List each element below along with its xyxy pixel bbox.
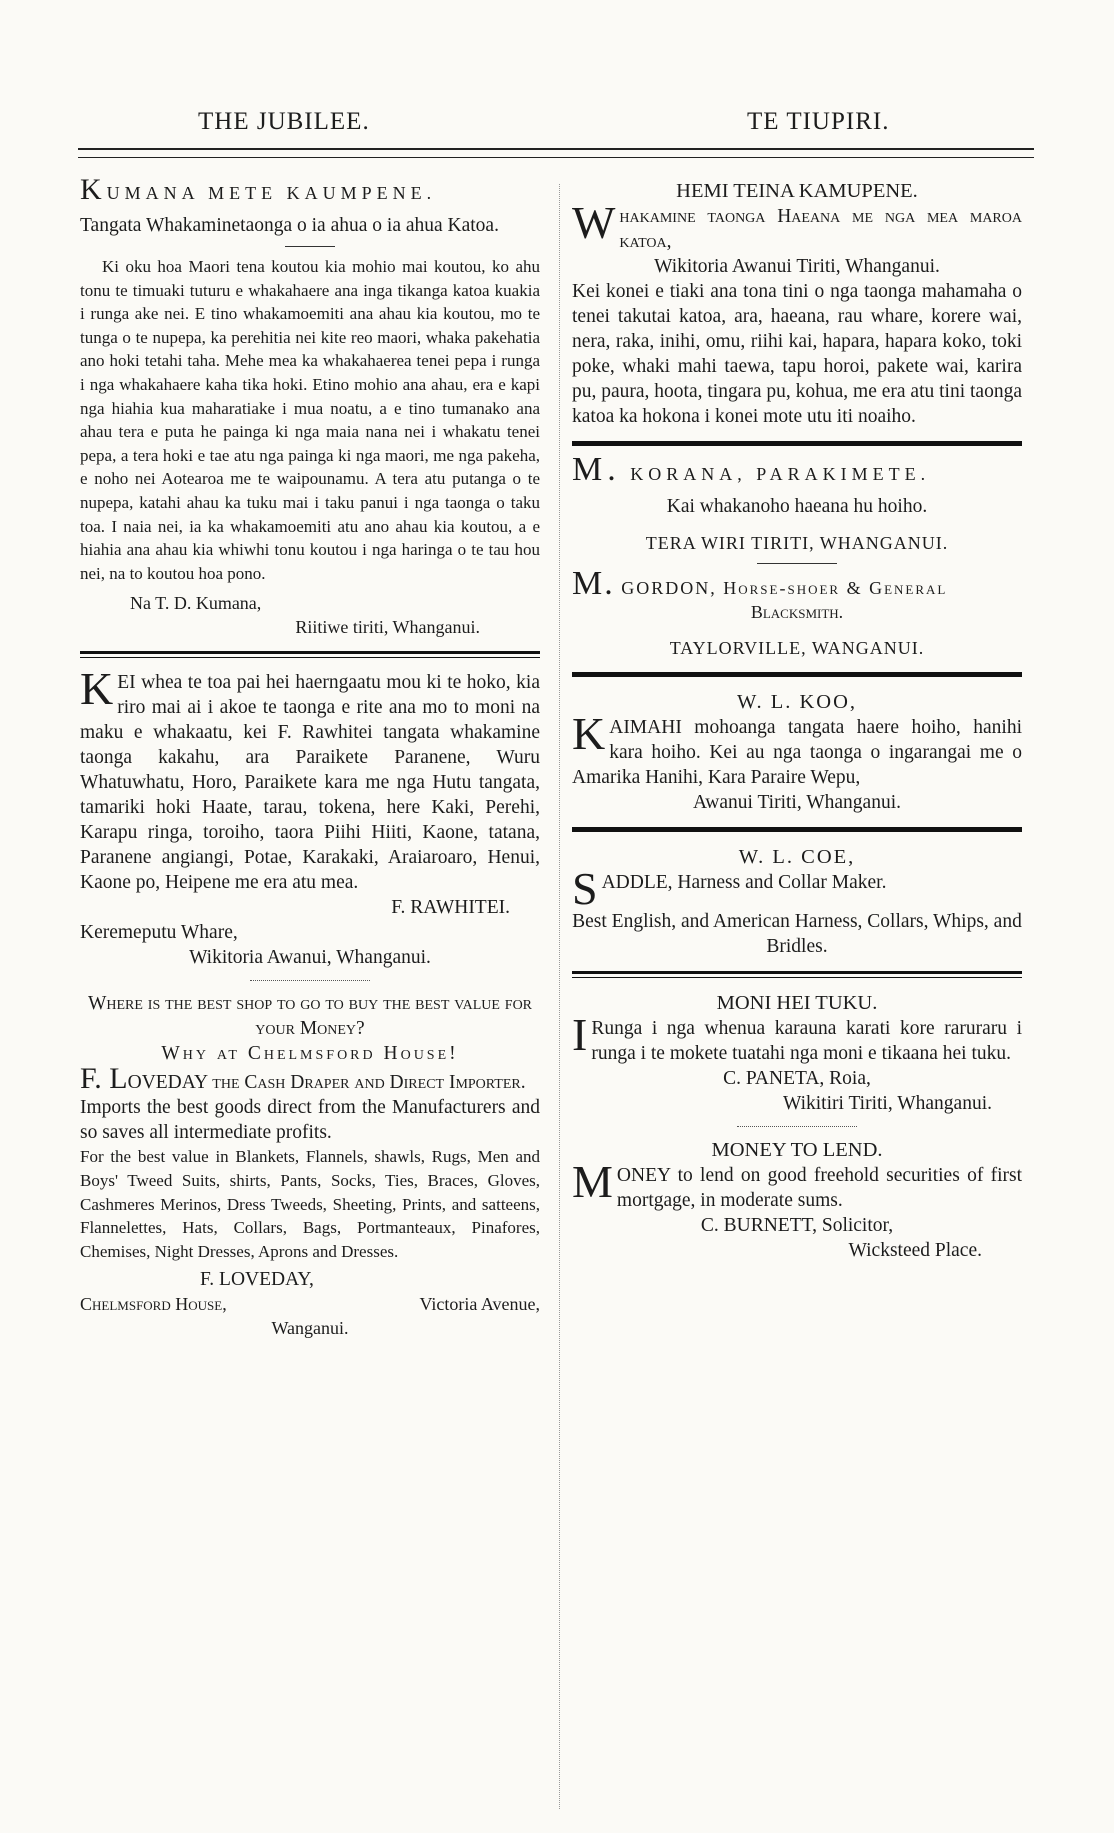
drop-cap: K — [572, 708, 606, 759]
drop-cap: S — [572, 863, 598, 914]
address-street: Victoria Avenue, — [419, 1294, 540, 1315]
right-column — [572, 178, 1022, 1263]
loveday-headline: Where is the best shop to go to buy the best value for your Money? — [87, 993, 533, 1040]
drop-cap: K — [80, 663, 114, 715]
moni-signature: C. PANETA, Roia, — [723, 1068, 871, 1089]
loveday-advert — [80, 991, 540, 1340]
drop-cap: M — [572, 1156, 613, 1207]
loveday-subhead: Why at Chelmsford House! — [161, 1043, 459, 1065]
drop-cap: W — [572, 197, 616, 248]
money-advert — [572, 1137, 1022, 1263]
name-text: GORDON, Horse-shoer & General — [621, 578, 948, 598]
column-divider — [559, 184, 560, 1809]
money-address: Wicksteed Place. — [848, 1240, 982, 1261]
loveday-body-2: For the best value in Blankets, Flannels, shawls, Rugs, Men and Boys' Tweed Suits, shirts, Pants, Socks, Ties, Braces, Gloves, Cashmeres Merinos, Dress Tweeds, Sheeting, Prints, and satteens, Flannelettes, Hats, Collars, Bags, Portmanteaux, Pinafores, Chemises, Night Dresses, Aprons and Dresses. — [80, 1147, 540, 1261]
kumana-title — [80, 173, 540, 206]
rawhitei-body — [80, 663, 540, 895]
name-text: KORANA, PARAKIMETE. — [630, 464, 931, 484]
section-rule — [572, 441, 1022, 446]
section-rule — [572, 827, 1022, 832]
coe-advert — [572, 844, 1022, 959]
section-rule — [572, 672, 1022, 677]
rawhitei-address-1: Keremeputu Whare, — [80, 922, 238, 944]
korana-name — [572, 451, 1022, 488]
koo-title: W. L. KOO, — [736, 691, 858, 713]
body-text: Runga i nga whenua karauna karati kore raruraru i runga i te mokete tuatahi nga moni e tikaana hei tuku. — [591, 1018, 1022, 1064]
kumana-signature: Na T. D. Kumana, — [130, 593, 262, 614]
title-text: UMANA METE KAUMPENE. — [106, 183, 437, 203]
drop-cap: I — [572, 1009, 588, 1060]
moni-address: Wikitiri Tiriti, Whanganui. — [782, 1093, 992, 1114]
lead-text: ADDLE, Harness and Collar Maker. — [601, 872, 887, 893]
body-text: EI whea te toa pai hei haerngaatu mou ki te hoko, kia riro mai ai i akoe te taonga e rite ana mo to moni na maku e whakaatu, kei F. Rawhitei tangata whakamine taonga kakahu, ara Paraikete Paranene, Wuru Whatuwhatu, Horo, Paraikete kara me nga Hutu tangata, tamariki hoki Haate, tarau, tokena, here Kaki, Perehi, Karapu ringa, toroiho, taora Piihi Hiiti, Kaone, tatana, Paranene angiangi, Potae, Karakaki, Araiaroaro, Henui, Kaone po, Heipene me era atu mea. — [80, 672, 540, 894]
moni-body — [572, 1009, 1022, 1066]
koo-address: Awanui Tiriti, Whanganui. — [692, 792, 902, 813]
initial: M. — [572, 451, 621, 488]
loveday-address — [80, 1292, 540, 1316]
name-text: OVEDAY the Cash Draper and Direct Importer. — [127, 1072, 526, 1094]
gordon-address: TAYLORVILLE, WANGANUI. — [669, 638, 925, 658]
dotted-divider — [250, 980, 370, 981]
hemi-address: Wikitoria Awanui Tiriti, Whanganui. — [654, 256, 940, 277]
kumana-subtitle: Tangata Whakaminetaonga o ia ahua o ia ahua Katoa. — [80, 215, 499, 236]
dotted-divider — [737, 1126, 857, 1127]
loveday-town: Wanganui. — [271, 1318, 349, 1339]
body-text: ONEY to lend on good freehold securities of first mortgage, in moderate sums. — [616, 1165, 1022, 1211]
hemi-body: Kei konei e tiaki ana tona tini o nga taonga mahamaha o tenei takutai katoa, ara, haeana, rau whare, korere wai, nera, raka, inihi, omu, riihi kai, hapara, hapara koko, toki poke, whaki mahi taewa, tapu horoi, pakete wai, karira pu, paura, hoota, tingara pu, kohua, me era atu tini taonga katoa ka hokona i konei mote utu iti noaiho. — [572, 281, 1022, 427]
initial: M. — [572, 565, 615, 602]
running-head-right: TE TIUPIRI. — [747, 108, 890, 135]
loveday-name — [80, 1062, 540, 1096]
korana-advert — [572, 451, 1022, 555]
name-initials: F. L — [80, 1062, 128, 1096]
money-signature: C. BURNETT, Solicitor, — [700, 1215, 894, 1236]
gordon-trade: Blacksmith. — [750, 602, 844, 622]
left-column — [80, 173, 540, 1340]
gordon-advert — [572, 565, 1022, 660]
running-head-left: THE JUBILEE. — [198, 108, 370, 135]
rawhitei-advert — [80, 663, 540, 970]
coe-body: Best English, and American Harness, Collars, Whips, and Bridles. — [572, 911, 1022, 957]
korana-line: Kai whakanoho haeana hu hoiho. — [666, 496, 928, 517]
money-body — [572, 1156, 1022, 1213]
loveday-signature: F. LOVEDAY, — [200, 1269, 314, 1291]
moni-advert — [572, 990, 1022, 1116]
section-rule — [572, 971, 1022, 978]
kumana-advert — [80, 173, 540, 639]
header-rule-bottom — [78, 157, 1034, 158]
header-rule-top — [78, 148, 1034, 150]
title-initial: K — [80, 173, 107, 206]
kumana-address: Riitiwe tiriti, Whanganui. — [295, 617, 480, 638]
divider — [757, 563, 837, 564]
lead-text: hakamine taonga Haeana me nga mea maroa katoa, — [619, 206, 1022, 252]
korana-address: TERA WIRI TIRITI, WHANGANUI. — [645, 533, 949, 553]
koo-body — [572, 708, 1022, 790]
coe-lead — [572, 863, 1022, 914]
moni-title: MONI HEI TUKU. — [716, 992, 878, 1014]
section-rule — [80, 651, 540, 658]
rawhitei-signature: F. RAWHITEI. — [391, 897, 510, 919]
money-title: MONEY TO LEND. — [711, 1139, 883, 1161]
hemi-title: HEMI TEINA KAMUPENE. — [676, 180, 918, 202]
rawhitei-address-2: Wikitoria Awanui, Whanganui. — [189, 947, 431, 969]
hemi-lead — [572, 197, 1022, 254]
gordon-name — [572, 565, 1022, 602]
kumana-body: Ki oku hoa Maori tena koutou kia mohio mai koutou, ko ahu tonu te timuaki tuturu e whakahaere ana inga tikanga katoa kuakia i runga ake nei. E tino whakamoemiti ana ahau kia koutou, mo te tunga o te nupepa, ka perehitia nei kite reo maori, whaka pakehatia ano hoki tetahi taha. Mehe mea ka whakahaerea tenei pepa i runga i nga whakahaere kaha tika hoki. Etino mohio ana ahau, era e kapi nga hiahia kua maharatiake i mua noatu, a e tino tumanako ana ahau tera e puta he painga ki nga maia nana nei i whakatu tenei pepa, a tera hoki e tae atu nga painga ki nga maori, me nga pakeha, e noho nei Aotearoa me te waipounamu. A tera atu putanga o te nupepa, katahi ahau ka tuku mai i taku panui i nga taonga o taku toa. I naia nei, ia ka whakamoemiti atu ano ahau kia koutou, a e hiahia ana ahau kia whiwhi tonu koutou i nga haringa o te tau hou nei, na to koutou hoa pono. — [80, 257, 540, 583]
body-text: AIMAHI mohoanga tangata haere hoiho, hanihi kara hoiho. Kei au nga taonga o ingarangai me o Amarika Hanihi, Kara Paraire Wepu, — [572, 717, 1022, 788]
coe-title: W. L. COE, — [738, 846, 856, 868]
address-house: Chelmsford House, — [80, 1294, 227, 1315]
koo-advert — [572, 689, 1022, 815]
divider — [285, 246, 335, 247]
loveday-body-1: Imports the best goods direct from the Manufacturers and so saves all intermediate profits. — [80, 1097, 540, 1144]
hemi-advert — [572, 178, 1022, 429]
